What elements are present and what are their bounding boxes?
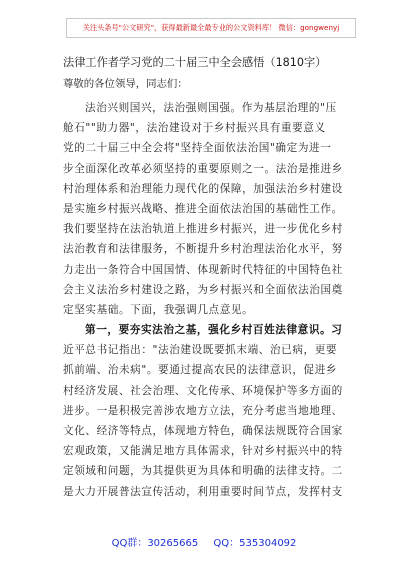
body-line: 我们要坚持在法治轨道上推进乡村振兴，进一步优化乡村 bbox=[63, 223, 343, 236]
qq-group-number: QQ群：30265665 bbox=[111, 538, 199, 549]
body-line: 党的二十届三中全会将"坚持全面依法治国"确定为进一 bbox=[63, 142, 332, 155]
body-line: 定领域和问题，为其提供更为具体和明确的法律支持。二 bbox=[63, 465, 343, 478]
body-line: 法治兴则国兴，法治强则国强。作为基层治理的"压 bbox=[85, 102, 337, 114]
body-line: 文化、经济等特点，体现地方特色，确保法规既符合国家 bbox=[63, 425, 343, 437]
body-line: 村治理体系和治理能力现代化的保障，加强法治乡村建设 bbox=[63, 182, 343, 195]
promo-banner: 关注头条号"公文研究"，获得最新最全最专业的公文资料库！ 微信：gongwenyj bbox=[66, 18, 356, 38]
body-line: 是实施乡村振兴战略、推进全面依法治国的基础性工作。 bbox=[63, 202, 343, 215]
body-line: 定坚实基础。下面，我强调几点意见。 bbox=[63, 303, 254, 316]
body-line: 宏观政策，又能满足地方具体需求，针对乡村振兴中的特 bbox=[63, 445, 343, 458]
body-line: 抓前端、治未病"。要通过提高农民的法律意识，促进乡 bbox=[63, 364, 338, 377]
body-line: 近平总书记指出："法治建设既要抓末端、治已病，更要 bbox=[63, 344, 338, 357]
document-title: 法律工作者学习党的二十届三中全会感悟（1810字） bbox=[63, 56, 327, 69]
document-body bbox=[63, 98, 355, 502]
body-line: 法治教育和法律服务，不断提升乡村治理法治化水平，努 bbox=[63, 243, 343, 256]
body-line: 力走出一条符合中国国情、体现新时代特征的中国特色社 bbox=[63, 263, 343, 276]
body-line: 舱石""助力器"，法治建设对于乡村振兴具有重要意义 bbox=[63, 122, 326, 135]
body-line: 进步。一是积极完善涉农地方立法，充分考虑当地地理、 bbox=[63, 404, 343, 417]
body-line: 是大力开展普法宣传活动，利用重要时间节点，发挥村支 bbox=[63, 485, 343, 498]
body-line: 步全面深化改革必须坚持的重要原则之一。法治是推进乡 bbox=[63, 162, 343, 175]
body-line: 村经济发展、社会治理、文化传承、环境保护等多方面的 bbox=[63, 384, 343, 397]
section-heading-line: 第一，要夯实法治之基，强化乡村百姓法律意识。习 bbox=[85, 324, 343, 337]
qq-number: QQ：535304092 bbox=[213, 538, 297, 549]
greeting-line: 尊敬的各位领导，同志们： bbox=[63, 78, 188, 90]
body-line: 会主义法治乡村建设之路，为乡村振兴和全面依法治国奠 bbox=[63, 283, 343, 296]
contact-footer bbox=[0, 534, 408, 549]
